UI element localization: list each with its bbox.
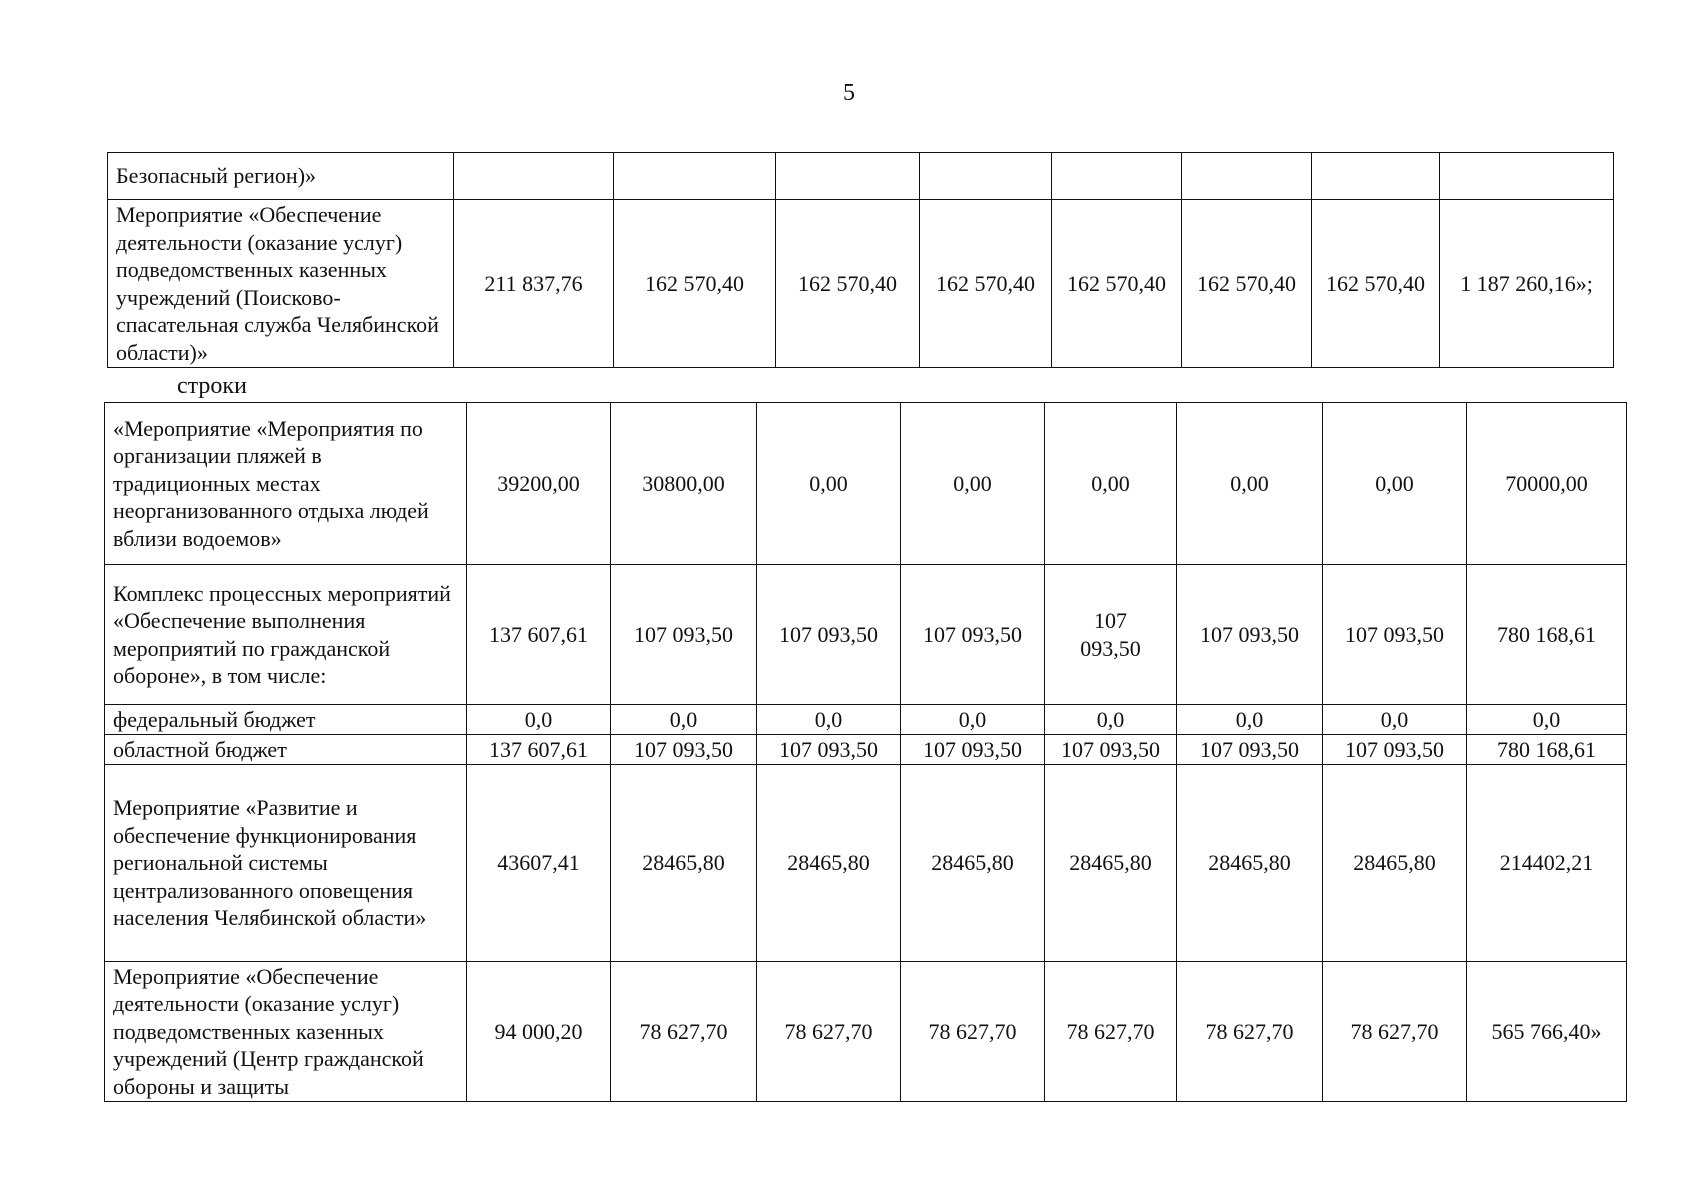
- value-cell: 107 093,50: [611, 735, 757, 765]
- table-row: [105, 735, 1627, 765]
- value-cell: 162 570,40: [920, 200, 1052, 368]
- row-label: областной бюджет: [105, 735, 467, 765]
- value-cell: 107 093,50: [757, 735, 901, 765]
- value-cell: [1052, 153, 1182, 200]
- table-row: [105, 765, 1627, 962]
- value-cell: 162 570,40: [776, 200, 920, 368]
- value-cell: 137 607,61: [467, 735, 611, 765]
- value-cell: 107 093,50: [757, 565, 901, 705]
- value-cell: [614, 153, 776, 200]
- value-cell: [776, 153, 920, 200]
- value-cell: 94 000,20: [467, 962, 611, 1102]
- value-cell: 780 168,61: [1467, 735, 1627, 765]
- row-label: Мероприятие «Обеспечение деятельности (оказание услуг) подведомственных казенных учреждений (Центр гражданской обороны и защиты: [105, 962, 467, 1102]
- budget-table-continuation: [107, 152, 1614, 368]
- value-cell: 0,0: [757, 705, 901, 735]
- value-cell: 107 093,50: [1177, 735, 1323, 765]
- table-row: [105, 962, 1627, 1102]
- value-cell: 78 627,70: [901, 962, 1045, 1102]
- page-number: 5: [843, 80, 855, 106]
- table-row: [108, 153, 1614, 200]
- value-cell: 107 093,50: [901, 735, 1045, 765]
- value-cell: 0,00: [1323, 403, 1467, 565]
- value-cell: 0,00: [757, 403, 901, 565]
- value-cell: 565 766,40»: [1467, 962, 1627, 1102]
- value-cell: 780 168,61: [1467, 565, 1627, 705]
- value-cell: [920, 153, 1052, 200]
- value-cell: 107 093,50: [1045, 565, 1177, 705]
- value-cell: 107 093,50: [1323, 735, 1467, 765]
- value-cell: 78 627,70: [1045, 962, 1177, 1102]
- value-cell: 1 187 260,16»;: [1440, 200, 1614, 368]
- value-cell: 162 570,40: [1312, 200, 1440, 368]
- value-cell: 107 093,50: [1323, 565, 1467, 705]
- value-cell: 162 570,40: [1182, 200, 1312, 368]
- value-cell: 28465,80: [611, 765, 757, 962]
- value-cell: 30800,00: [611, 403, 757, 565]
- table-row: [108, 200, 1614, 368]
- value-cell: 28465,80: [1177, 765, 1323, 962]
- value-cell: 0,00: [901, 403, 1045, 565]
- value-cell: 0,00: [1045, 403, 1177, 565]
- value-cell: 162 570,40: [614, 200, 776, 368]
- table-row: [105, 705, 1627, 735]
- value-cell: 0,0: [1045, 705, 1177, 735]
- row-label: Мероприятие «Обеспечение деятельности (оказание услуг) подведомственных казенных учреждений (Поисково-спасательная служба Челябинской области)»: [108, 200, 454, 368]
- caption-rows: строки: [177, 373, 247, 399]
- value-cell: 78 627,70: [611, 962, 757, 1102]
- value-cell: 162 570,40: [1052, 200, 1182, 368]
- value-cell: 28465,80: [1323, 765, 1467, 962]
- value-cell: 78 627,70: [1323, 962, 1467, 1102]
- value-cell: 28465,80: [757, 765, 901, 962]
- value-cell: 0,0: [1177, 705, 1323, 735]
- value-cell: 107 093,50: [611, 565, 757, 705]
- value-cell: 28465,80: [901, 765, 1045, 962]
- value-cell: 0,00: [1177, 403, 1323, 565]
- value-cell: 0,0: [901, 705, 1045, 735]
- value-cell: 0,0: [1467, 705, 1627, 735]
- value-cell: [1312, 153, 1440, 200]
- value-cell: 0,0: [611, 705, 757, 735]
- value-cell: 211 837,76: [454, 200, 614, 368]
- value-cell: 107 093,50: [1177, 565, 1323, 705]
- value-cell: 107 093,50: [901, 565, 1045, 705]
- row-label: «Мероприятие «Мероприятия по организации пляжей в традиционных местах неорганизованного отдыха людей вблизи водоемов»: [105, 403, 467, 565]
- budget-table-amendments: [104, 402, 1627, 1102]
- value-cell: 28465,80: [1045, 765, 1177, 962]
- value-cell: 43607,41: [467, 765, 611, 962]
- value-cell: 70000,00: [1467, 403, 1627, 565]
- value-cell: 0,0: [1323, 705, 1467, 735]
- table-row: [105, 565, 1627, 705]
- value-cell: [1440, 153, 1614, 200]
- value-cell: 39200,00: [467, 403, 611, 565]
- row-label: Комплекс процессных мероприятий «Обеспечение выполнения мероприятий по гражданской обороне», в том числе:: [105, 565, 467, 705]
- value-cell: 78 627,70: [757, 962, 901, 1102]
- value-cell: 0,0: [467, 705, 611, 735]
- value-cell: 78 627,70: [1177, 962, 1323, 1102]
- value-cell: 214402,21: [1467, 765, 1627, 962]
- value-cell: [1182, 153, 1312, 200]
- row-label: федеральный бюджет: [105, 705, 467, 735]
- table-row: [105, 403, 1627, 565]
- row-label: Безопасный регион)»: [108, 153, 454, 200]
- value-cell: [454, 153, 614, 200]
- row-label: Мероприятие «Развитие и обеспечение функционирования региональной системы централизованного оповещения населения Челябинской области»: [105, 765, 467, 962]
- value-cell: 107 093,50: [1045, 735, 1177, 765]
- value-cell: 137 607,61: [467, 565, 611, 705]
